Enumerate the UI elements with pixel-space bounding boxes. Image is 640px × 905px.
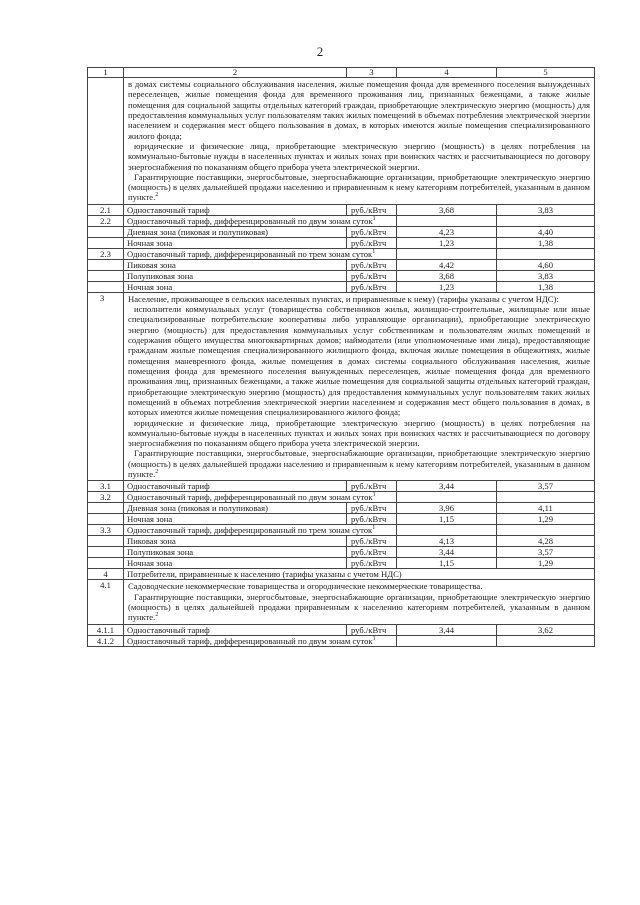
item-number [88, 259, 124, 270]
tariff-value-period1: 4,13 [397, 536, 497, 547]
section-title: Потребители, приравненные к населению (тарифы указаны с учетом НДС) [124, 569, 595, 580]
tariff-value-period2: 3,57 [497, 547, 595, 558]
empty-cell [497, 215, 595, 226]
item-number [88, 536, 124, 547]
paragraph: Население, проживающее в сельских населенных пунктах, и приравненные к нему) (тарифы указаны с учетом НДС): [128, 293, 559, 304]
empty-cell [397, 525, 497, 536]
tariff-row [88, 525, 595, 536]
footnote-mark: 1 [372, 525, 376, 532]
tariff-name: Ночная зона [124, 558, 347, 569]
item-number: 2.1 [88, 204, 124, 215]
unit-cell: руб./кВтч [347, 481, 397, 492]
item-number: 3 [88, 292, 124, 481]
tariff-name: Одноставочный тариф, дифференцированный по двум зонам суток$^1$ [124, 492, 397, 503]
tariff-value-period2: 4,60 [497, 259, 595, 270]
tariff-value-period2: 1,38 [497, 281, 595, 292]
unit-cell: руб./кВтч [347, 514, 397, 525]
item-number: 2.3 [88, 248, 124, 259]
tariff-value-period2: 1,29 [497, 514, 595, 525]
unit-cell: руб./кВтч [347, 237, 397, 248]
header-cell: 2 [124, 68, 347, 78]
item-number [88, 503, 124, 514]
tariff-table [87, 67, 595, 647]
item-number [88, 547, 124, 558]
tariff-row [88, 270, 595, 281]
tariff-value-period1: 1,15 [397, 558, 497, 569]
item-number: 3.1 [88, 481, 124, 492]
tariff-name: Ночная зона [124, 281, 347, 292]
empty-cell [397, 635, 497, 646]
tariff-value-period1: 3,96 [397, 503, 497, 514]
item-number: 4 [88, 569, 124, 580]
item-number: 3.3 [88, 525, 124, 536]
unit-cell: руб./кВтч [347, 503, 397, 514]
tariff-row [88, 281, 595, 292]
tariff-row [88, 248, 595, 259]
tariff-row [88, 259, 595, 270]
unit-cell: руб./кВтч [347, 558, 397, 569]
tariff-row [88, 481, 595, 492]
item-number [88, 270, 124, 281]
tariff-value-period1: 1,23 [397, 281, 497, 292]
item-number: 4.1.1 [88, 624, 124, 635]
item-number [88, 281, 124, 292]
empty-cell [497, 248, 595, 259]
tariff-value-period1: 3,44 [397, 481, 497, 492]
footnote-mark: 2 [155, 612, 159, 619]
tariff-row [88, 536, 595, 547]
paragraph: Гарантирующие поставщики, энергосбытовые, энергоснабжающие организации, приобретающие электрическую энергию (мощность) в целях дальнейшей продажи населению и приравненным к нему категориям потребителей, указанным в данном пункте.$^2$ [128, 171, 590, 203]
empty-cell [397, 215, 497, 226]
tariff-row [88, 237, 595, 248]
continuation-row [88, 78, 595, 205]
tariff-name: Ночная зона [124, 514, 347, 525]
tariff-value-period2: 4,28 [497, 536, 595, 547]
tariff-name: Одноставочный тариф, дифференцированный по трем зонам суток$^1$ [124, 525, 397, 536]
tariff-row [88, 635, 595, 646]
unit-cell: руб./кВтч [347, 259, 397, 270]
header-cell: 4 [397, 68, 497, 78]
tariff-row [88, 547, 595, 558]
item-number: 3.2 [88, 492, 124, 503]
tariff-row [88, 514, 595, 525]
tariff-name: Одноставочный тариф, дифференцированный по трем зонам суток$^1$ [124, 248, 397, 259]
paragraph: юридические и физические лица, приобретающие электрическую энергию (мощность) в целях потребления на коммунально-бытовые нужды в населенных пунктах и жилых зонах при воинских частях и рассчитывающиеся по договору энергоснабжения по показаниям общего прибора учета электрической энергии. [128, 417, 590, 449]
item-number [88, 78, 124, 205]
tariff-value-period1: 3,68 [397, 204, 497, 215]
tariff-name: Полупиковая зона [124, 270, 347, 281]
tariff-value-period2: 4,11 [497, 503, 595, 514]
footnote-mark: 1 [372, 492, 376, 499]
tariff-name: Полупиковая зона [124, 547, 347, 558]
tariff-row [88, 215, 595, 226]
unit-cell: руб./кВтч [347, 281, 397, 292]
footnote-mark: 2 [155, 469, 159, 476]
section-4-row [88, 569, 595, 580]
tariff-row [88, 204, 595, 215]
paragraph: юридические и физические лица, приобретающие электрическую энергию (мощность) в целях потребления на коммунально-бытовые нужды в населенных пунктах и жилых зонах при воинских частях и рассчитывающиеся по договору энергоснабжения по показаниям общего прибора учета электрической энергии. [128, 140, 590, 172]
item-number [88, 237, 124, 248]
item-number [88, 514, 124, 525]
tariff-value-period2: 3,62 [497, 624, 595, 635]
tariff-value-period2: 3,57 [497, 481, 595, 492]
unit-cell: руб./кВтч [347, 624, 397, 635]
tariff-name: Дневная зона (пиковая и полупиковая) [124, 226, 347, 237]
tariff-name: Одноставочный тариф [124, 481, 347, 492]
tariff-value-period1: 1,23 [397, 237, 497, 248]
table-header-row [88, 68, 595, 78]
header-cell: 3 [347, 68, 397, 78]
tariff-value-period2: 4,40 [497, 226, 595, 237]
item-number [88, 226, 124, 237]
tariff-value-period1: 4,23 [397, 226, 497, 237]
tariff-name: Ночная зона [124, 237, 347, 248]
tariff-row [88, 226, 595, 237]
tariff-value-period1: 1,15 [397, 514, 497, 525]
empty-cell [497, 525, 595, 536]
tariff-value-period2: 1,38 [497, 237, 595, 248]
empty-cell [397, 492, 497, 503]
item-number: 4.1 [88, 580, 124, 624]
tariff-name: Одноставочный тариф, дифференцированный по двум зонам суток$^1$ [124, 215, 397, 226]
section-4-1-row [88, 580, 595, 624]
footnote-mark: 1 [372, 215, 376, 222]
tariff-row [88, 624, 595, 635]
tariff-name: Одноставочный тариф [124, 204, 347, 215]
tariff-value-period1: 3,68 [397, 270, 497, 281]
paragraph: исполнители коммунальных услуг (товарищества собственников жилья, жилищно-строительные, жилищные или иные специализированные потребительские кооперативы либо управляющие организации), приобретающие электрическую энергию (мощность) для предоставления коммунальных услуг собственникам и пользователям жилых помещений и содержания общего имущества многоквартирных домов; наймодатели (или уполномоченные ими лица), предоставляющие гражданам жилые помещения специализированного жилищного фонда, включая жилые помещения в общежитиях, жилые помещения маневренного фонда, жилые помещения в домах системы социального обслуживания населения, жилые помещения фонда для временного поселения вынужденных переселенцев, жилые помещения фонда для временного проживания лиц, признанных беженцами, а также жилые помещения для социальной защиты отдельных категорий граждан, приобретающие электрическую энергию (мощность) для предоставления коммунальных услуг пользователям таких жилых помещений в объемах потребления электрической энергии населением и содержания мест общего пользования в домах, в которых имеются жилые помещения специализированного жилого фонда; [128, 304, 590, 418]
footnote-mark: 2 [155, 192, 159, 199]
footnote-mark: 1 [372, 635, 376, 642]
tariff-value-period2: 3,83 [497, 270, 595, 281]
empty-cell [497, 492, 595, 503]
tariff-value-period1: 3,44 [397, 624, 497, 635]
tariff-value-period1: 4,42 [397, 259, 497, 270]
tariff-value-period2: 3,83 [497, 204, 595, 215]
empty-cell [497, 635, 595, 646]
item-description [124, 580, 595, 624]
paragraph: Садоводческие некоммерческие товарищества и огороднические некоммерческие товарищества. [128, 581, 483, 592]
item-description [124, 292, 595, 481]
paragraph: Гарантирующие поставщики, энергосбытовые, энергоснабжающие организации, приобретающие электрическую энергию (мощность) в целях дальнейшей продажи приравненным к населению категориям потребителей, указанным в данном пункте.$^2$ [128, 591, 590, 623]
page-number: 2 [316, 44, 324, 59]
item-number: 2.2 [88, 215, 124, 226]
header-cell: 5 [497, 68, 595, 78]
footnote-mark: 1 [372, 248, 376, 255]
item-number [88, 558, 124, 569]
item-number: 4.1.2 [88, 635, 124, 646]
unit-cell: руб./кВтч [347, 547, 397, 558]
tariff-row [88, 558, 595, 569]
tariff-name: Одноставочный тариф, дифференцированный по двум зонам суток$^1$ [124, 635, 397, 646]
unit-cell: руб./кВтч [347, 536, 397, 547]
tariff-name: Одноставочный тариф [124, 624, 347, 635]
header-cell: 1 [88, 68, 124, 78]
tariff-value-period2: 1,29 [497, 558, 595, 569]
tariff-value-period1: 3,44 [397, 547, 497, 558]
section-3-row [88, 292, 595, 481]
unit-cell: руб./кВтч [347, 270, 397, 281]
tariff-row [88, 503, 595, 514]
item-description [124, 78, 595, 205]
tariff-name: Пиковая зона [124, 259, 347, 270]
unit-cell: руб./кВтч [347, 204, 397, 215]
tariff-name: Дневная зона (пиковая и полупиковая) [124, 503, 347, 514]
empty-cell [397, 248, 497, 259]
paragraph: Гарантирующие поставщики, энергосбытовые, энергоснабжающие организации, приобретающие электрическую энергию (мощность) в целях дальнейшей продажи населению и приравненным к нему категориям потребителей, указанным в данном пункте.$^2$ [128, 448, 590, 480]
tariff-name: Пиковая зона [124, 536, 347, 547]
paragraph: в домах системы социального обслуживания населения, жилые помещения фонда для временного поселения вынужденных переселенцев, жилые помещения фонда для временного проживания лиц, признанных беженцами, а также жилые помещения для социальной защиты отдельных категорий граждан, приобретающие электрическую энергию (мощность) для предоставления коммунальных услуг пользователям таких жилых помещений в объемах потребления электрической энергии населением и содержания мест общего пользования в домах, в которых имеются жилые помещения специализированного жилого фонда; [128, 79, 590, 141]
tariff-row [88, 492, 595, 503]
unit-cell: руб./кВтч [347, 226, 397, 237]
